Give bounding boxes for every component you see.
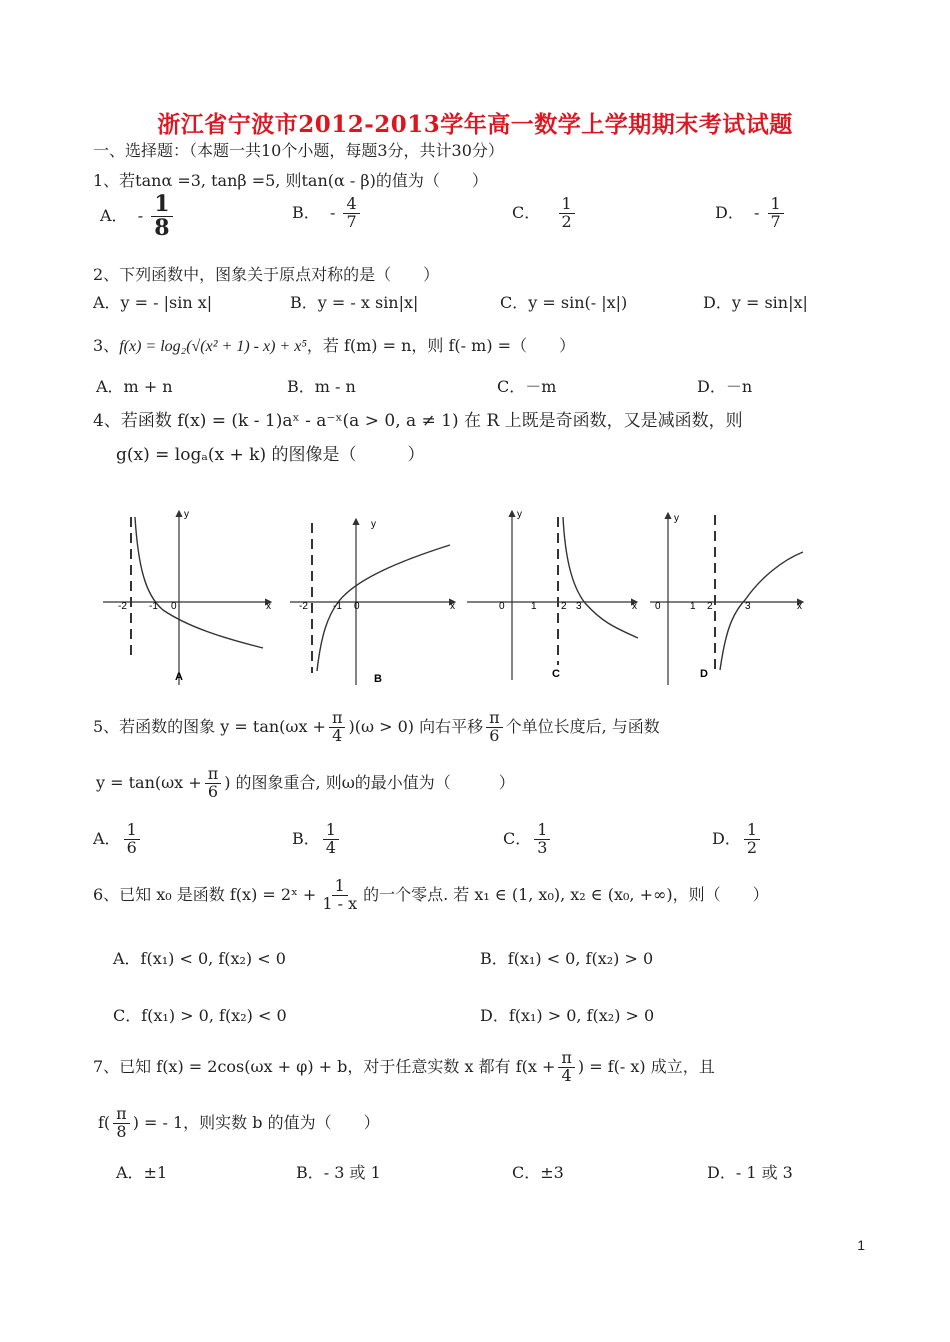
q1-option-c: C． $\frac{1}{2}$ — [512, 196, 578, 231]
q1-option-b: B． - $\frac{4}{7}$ — [292, 196, 363, 231]
question-4-stem-line1: 4、若函数 f(x) = (k - 1)aˣ - a⁻ˣ(a > 0, a ≠ 1) 在 R 上既是奇函数，又是减函数，则 — [93, 411, 743, 431]
graph-b-x-label: x — [450, 601, 455, 612]
graph-b-letter: B — [374, 673, 382, 685]
graph-c-tick: 3 — [576, 601, 582, 612]
q5-option-a: A． $\frac{1}{6}$ — [93, 822, 143, 857]
question-5-line1: 5、若函数的图象 y = tan(ωx + $\frac{\pi}{4}$ )(ω > 0) 向右平移 $\frac{\pi}{6}$ 个单位长度后, 与函数 — [93, 708, 660, 745]
q1-option-a-fraction: $\frac{1}{8}$ — [151, 193, 172, 240]
page-title: 浙江省宁波市2012-2013学年高一数学上学期期末考试试题 — [157, 111, 793, 138]
q7-frac-pi-4: $\frac{\pi}{4}$ — [558, 1050, 575, 1085]
graph-c-tick: 1 — [531, 601, 537, 612]
q7-option-b: B．- 3 或 1 — [296, 1163, 381, 1182]
graph-a-tick: -2 — [118, 601, 127, 612]
graph-d-y-label: y — [674, 513, 679, 524]
q3-option-c: C．－m — [497, 377, 557, 396]
graph-a-tick: 0 — [171, 601, 177, 612]
q1-option-c-fraction: $\frac{1}{2}$ — [559, 196, 575, 231]
q5-frac-pi-4: $\frac{\pi}{4}$ — [329, 710, 346, 745]
graph-b-tick: -1 — [333, 601, 342, 612]
page-number: 1 — [857, 1237, 865, 1253]
q6-option-b: B．f(x₁) < 0, f(x₂) > 0 — [480, 949, 654, 968]
graph-b-tick: 0 — [354, 601, 360, 612]
question-1-stem: 1、若tanα =3, tanβ =5, 则tan(α - β)的值为（ ） — [93, 171, 488, 190]
section-heading: 一、选择题：（本题一共10个小题，每题3分，共计30分） — [93, 141, 504, 160]
q5-option-a-fraction: $\frac{1}{6}$ — [124, 822, 140, 857]
q1-option-a: A． - $\frac{1}{8}$ — [100, 193, 176, 240]
q1-option-b-fraction: $\frac{4}{7}$ — [343, 196, 359, 231]
q6-option-c: C．f(x₁) > 0, f(x₂) < 0 — [113, 1006, 287, 1025]
graph-a-y-label: y — [184, 509, 189, 520]
q3-option-a: A．m + n — [96, 377, 173, 396]
q5-option-b: B． $\frac{1}{4}$ — [292, 822, 342, 857]
q5-option-c: C． $\frac{1}{3}$ — [503, 822, 553, 857]
q3-option-d: D．－n — [697, 377, 753, 396]
question-3-stem: 3、f(x) = log₂(√(x² + 1) - x) + x⁵，若 f(m) = n，则 f(- m) =（ ） — [93, 336, 576, 355]
q1-option-d: D． - $\frac{1}{7}$ — [715, 196, 787, 231]
q7-option-d: D．- 1 或 3 — [707, 1163, 793, 1182]
graph-b-tick: -2 — [299, 601, 308, 612]
q5-option-d-fraction: $\frac{1}{2}$ — [744, 822, 760, 857]
graph-d — [650, 513, 803, 685]
graph-c-letter: C — [552, 668, 560, 680]
q6-option-a: A．f(x₁) < 0, f(x₂) < 0 — [113, 949, 286, 968]
q6-fraction: $\frac{1}{1 - x}$ — [322, 876, 358, 913]
graph-a-letter: A — [175, 671, 183, 683]
graph-d-tick: 0 — [655, 601, 661, 612]
q3-option-b: B．m - n — [287, 377, 356, 396]
graph-c-tick: 2 — [561, 601, 567, 612]
question-6-stem: 6、已知 x₀ 是函数 f(x) = 2ˣ + $\frac{1}{1 - x}$ 的一个零点. 若 x₁ ∈ (1, x₀), x₂ ∈ (x₀, +∞)，则（ ） — [93, 876, 769, 913]
q6-option-d: D．f(x₁) > 0, f(x₂) > 0 — [480, 1006, 655, 1025]
graph-d-letter: D — [700, 668, 708, 680]
q2-option-a: A．y = - |sin x| — [93, 293, 213, 312]
graph-d-tick: 1 — [690, 601, 696, 612]
q2-option-d: D．y = sin|x| — [703, 293, 808, 312]
graph-d-tick: 2 — [707, 601, 713, 612]
q5-frac-pi-6b: $\frac{\pi}{6}$ — [205, 766, 222, 801]
graph-b-y-label: y — [371, 519, 376, 530]
q5-option-d: D． $\frac{1}{2}$ — [712, 822, 763, 857]
question-2-stem: 2、下列函数中，图象关于原点对称的是（ ） — [93, 265, 440, 284]
graph-a-tick: -1 — [149, 601, 158, 612]
question-7-line1: 7、已知 f(x) = 2cos(ωx + φ) + b，对于任意实数 x 都有 f(x + $\frac{\pi}{4}$ ) = f(- x) 成立，且 — [93, 1048, 715, 1085]
graph-d-x-label: x — [797, 601, 802, 612]
graph-b — [290, 519, 455, 685]
q5-option-b-fraction: $\frac{1}{4}$ — [323, 822, 339, 857]
q3-function: f(x) = log₂(√(x² + 1) - x) + x⁵ — [119, 338, 307, 355]
graph-c-tick: 0 — [499, 601, 505, 612]
question-5-line2: y = tan(ωx + $\frac{\pi}{6}$ ) 的图象重合, 则ω的最小值为（ ） — [96, 764, 515, 801]
graph-c-y-label: y — [517, 509, 522, 520]
q2-option-c: C．y = sin(- |x|) — [500, 293, 628, 312]
question-4-stem-line2: g(x) = logₐ(x + k) 的图像是（ ） — [116, 445, 425, 465]
graph-c — [467, 509, 638, 680]
q7-option-a: A．±1 — [116, 1163, 168, 1182]
q5-frac-pi-6: $\frac{\pi}{6}$ — [486, 710, 503, 745]
q1-option-d-fraction: $\frac{1}{7}$ — [768, 196, 784, 231]
graph-c-x-label: x — [632, 601, 637, 612]
graph-d-tick: 3 — [745, 601, 751, 612]
q5-option-c-fraction: $\frac{1}{3}$ — [534, 822, 550, 857]
q2-option-b: B．y = - x sin|x| — [290, 293, 419, 312]
q4-graph-figure — [93, 505, 813, 695]
graph-a — [103, 509, 271, 685]
q7-option-c: C．±3 — [512, 1163, 564, 1182]
question-7-line2: f( $\frac{\pi}{8}$ ) = - 1，则实数 b 的值为（ ） — [98, 1104, 380, 1141]
q7-frac-pi-8: $\frac{\pi}{8}$ — [113, 1106, 130, 1141]
graph-a-x-label: x — [266, 601, 271, 612]
